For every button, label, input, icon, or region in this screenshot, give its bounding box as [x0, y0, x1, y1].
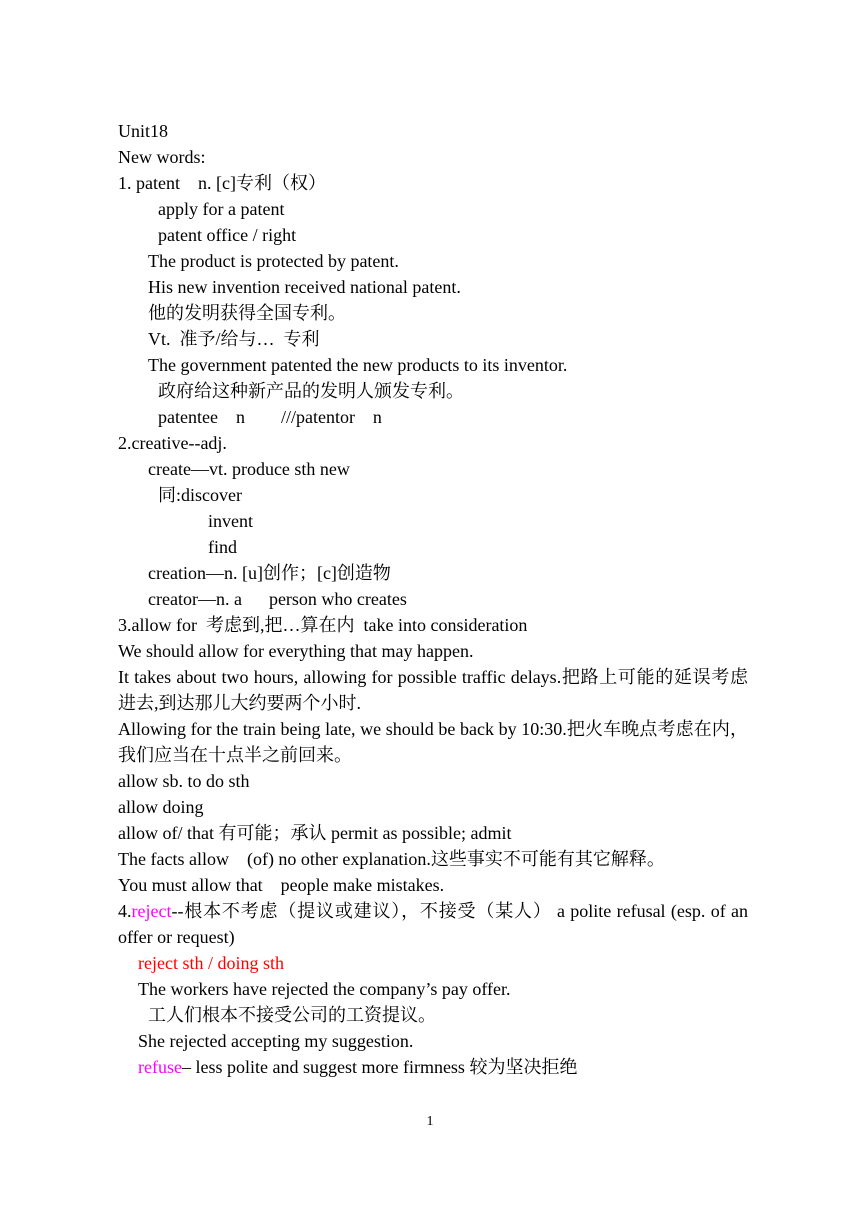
refuse-line	[118, 1054, 748, 1080]
refuse-definition: – less polite and suggest more firmness 较为坚决拒绝	[181, 1057, 578, 1077]
item-reject	[118, 898, 748, 950]
text-line: His new invention received national patent.	[148, 277, 461, 297]
keyword-reject: reject	[131, 901, 172, 921]
paragraph-train: Allowing for the train being late, we should be back by 10:30.把火车晚点考虑在内，我们应当在十点半之前回来。	[118, 719, 748, 765]
paragraph-traffic: It takes about two hours, allowing for possible traffic delays.把路上可能的延误考虑进去,到达那儿大约要两个小时.	[118, 667, 748, 713]
text-line: apply for a patent	[158, 199, 285, 219]
text-line: patent office / right	[158, 225, 297, 245]
text-line: allow doing	[118, 797, 204, 817]
text-line: creation—n. [u]创作；[c]创造物	[148, 563, 391, 583]
text-line: The government patented the new products to its inventor.	[148, 355, 568, 375]
document-body	[118, 118, 748, 1080]
text-line: creator—n. a person who creates	[148, 589, 407, 609]
text-line: 2.creative--adj.	[118, 433, 227, 453]
text-line: 1. patent n. [c]专利（权）	[118, 173, 326, 193]
item-definition: --根本不考虑（提议或建议），不接受（某人） a polite refusal (esp. of an offer or request)	[118, 901, 748, 947]
text-line: We should allow for everything that may happen.	[118, 641, 474, 661]
text-line: invent	[208, 511, 253, 531]
unit-title: Unit18	[118, 121, 169, 141]
reject-translation: 工人们根本不接受公司的工资提议。	[148, 1005, 436, 1025]
text-line: 3.allow for 考虑到,把…算在内 take into consideration	[118, 615, 528, 635]
page-number: 1	[426, 1114, 434, 1129]
text-line: 政府给这种新产品的发明人颁发专利。	[158, 381, 464, 401]
section-heading: New words:	[118, 147, 206, 167]
text-line: create—vt. produce sth new	[148, 459, 350, 479]
reject-example-2: She rejected accepting my suggestion.	[138, 1031, 414, 1051]
text-line: The product is protected by patent.	[148, 251, 399, 271]
text-line: allow of/ that 有可能；承认 permit as possible; admit	[118, 823, 512, 843]
text-line: You must allow that people make mistakes.	[118, 875, 445, 895]
reject-example: The workers have rejected the company’s pay offer.	[138, 979, 511, 999]
text-line: Vt. 准予/给与… 专利	[148, 329, 320, 349]
text-line: 他的发明获得全国专利。	[148, 303, 346, 323]
text-line: find	[208, 537, 237, 557]
item-number: 4.	[118, 901, 132, 921]
text-line: The facts allow (of) no other explanation.这些事实不可能有其它解释。	[118, 849, 665, 869]
text-line: 同:discover	[158, 485, 242, 505]
reject-pattern: reject sth / doing sth	[138, 953, 284, 973]
keyword-refuse: refuse	[138, 1057, 182, 1077]
text-line: allow sb. to do sth	[118, 771, 250, 791]
text-line: patentee n ///patentor n	[158, 407, 382, 427]
